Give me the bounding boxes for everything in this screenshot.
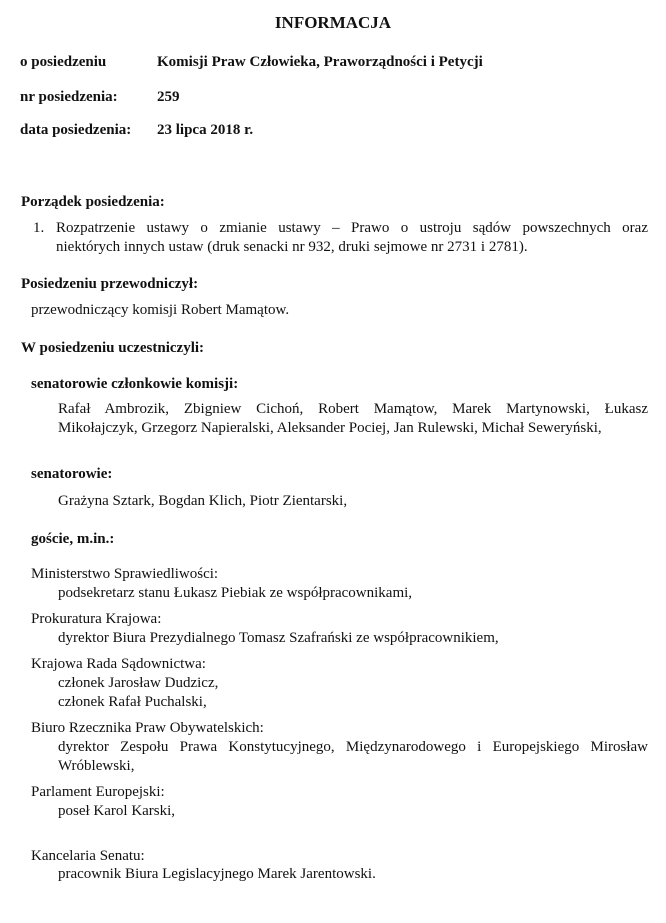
meeting-value: Komisji Praw Człowieka, Praworządności i Petycji bbox=[157, 54, 483, 70]
chair-text: przewodniczący komisji Robert Mamątow. bbox=[31, 302, 290, 318]
guest-person: członek Jarosław Dudzicz, bbox=[58, 675, 219, 691]
committee-members-heading: senatorowie członkowie komisji: bbox=[31, 376, 239, 392]
guest-person: dyrektor Zespołu Prawa Konstytucyjnego, Międzynarodowego i Europejskiego Mirosław bbox=[58, 739, 648, 755]
chair-heading: Posiedzeniu przewodniczył: bbox=[21, 276, 199, 292]
meeting-date-label: data posiedzenia: bbox=[20, 122, 132, 138]
guest-institution: Kancelaria Senatu: bbox=[31, 848, 145, 864]
guests-heading: goście, m.in.: bbox=[31, 531, 115, 547]
agenda-item-line: Rozpatrzenie ustawy o zmianie ustawy – Prawo o ustroju sądów powszechnych oraz bbox=[56, 220, 648, 236]
meeting-number-value: 259 bbox=[157, 89, 180, 105]
guest-person: pracownik Biura Legislacyjnego Marek Jarentowski. bbox=[58, 866, 376, 882]
document-title: INFORMACJA bbox=[274, 13, 392, 32]
committee-members-line: Rafał Ambrozik, Zbigniew Cichoń, Robert Mamątow, Marek Martynowski, Łukasz bbox=[58, 401, 648, 417]
meeting-number-label: nr posiedzenia: bbox=[20, 89, 118, 105]
meeting-label: o posiedzeniu bbox=[20, 54, 107, 70]
guest-institution: Biuro Rzecznika Praw Obywatelskich: bbox=[31, 720, 264, 736]
guest-person: Wróblewski, bbox=[58, 758, 135, 774]
guest-institution: Parlament Europejski: bbox=[31, 784, 165, 800]
agenda-item-line: niektórych innych ustaw (druk senacki nr 932, druki sejmowe nr 2731 i 2781). bbox=[56, 239, 528, 255]
participants-heading: W posiedzeniu uczestniczyli: bbox=[21, 340, 205, 356]
guest-institution: Krajowa Rada Sądownictwa: bbox=[31, 656, 206, 672]
agenda-item-number: 1. bbox=[33, 220, 45, 236]
meeting-date-value: 23 lipca 2018 r. bbox=[157, 122, 254, 138]
guest-person: poseł Karol Karski, bbox=[58, 803, 176, 819]
senators-heading: senatorowie: bbox=[31, 466, 113, 482]
guest-person: członek Rafał Puchalski, bbox=[58, 694, 207, 710]
guest-person: dyrektor Biura Prezydialnego Tomasz Szafrański ze współpracownikiem, bbox=[58, 630, 499, 646]
agenda-heading: Porządek posiedzenia: bbox=[21, 194, 165, 210]
guest-institution: Prokuratura Krajowa: bbox=[31, 611, 162, 627]
senators-list: Grażyna Sztark, Bogdan Klich, Piotr Zientarski, bbox=[58, 493, 348, 509]
guest-person: podsekretarz stanu Łukasz Piebiak ze współpracownikami, bbox=[58, 585, 413, 601]
committee-members-line: Mikołajczyk, Grzegorz Napieralski, Aleksander Pociej, Jan Rulewski, Michał Seweryński, bbox=[58, 420, 602, 436]
guest-institution: Ministerstwo Sprawiedliwości: bbox=[31, 566, 219, 582]
